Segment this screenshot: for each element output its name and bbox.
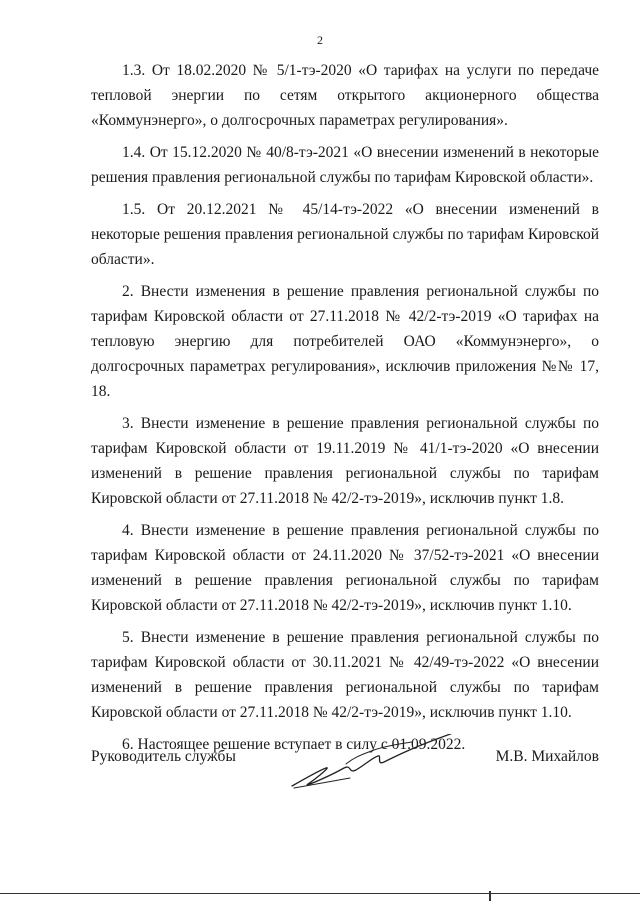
clause-6: 6. Настоящее решение вступает в силу с 01.09.2022. [122, 736, 466, 753]
clause-5: 5. Внести изменение в решение правления региональной службы по тарифам Кировской области от 30.11.2021 № 42/49-тэ-2022 «О внесении изменений в решение правления региональной службы по тарифам Кировской области от 27.11.2018 № 42/2-тэ-2019», исключив пункт 1.10. [91, 629, 599, 721]
document-body [91, 58, 599, 764]
clause-2: 2. Внести изменения в решение правления региональной службы по тарифам Кировской области от 27.11.2018 № 42/2-тэ-2019 «О тарифах на тепловую энергию для потребителей ОАО «Коммунэнерго», о долгосрочных параметрах регулирования», исключив приложения №№ 17, 18. [91, 283, 599, 400]
clause-1-4: 1.4. От 15.12.2020 № 40/8-тэ-2021 «О внесении изменений в некоторые решения правления региональной службы по тарифам Кировской области». [91, 144, 599, 186]
signer-role: Руководитель службы [91, 748, 236, 765]
clause-3: 3. Внести изменение в решение правления региональной службы по тарифам Кировской области от 19.11.2019 № 41/1-тэ-2020 «О внесении изменений в решение правления региональной службы по тарифам Кировской области от 27.11.2018 № 42/2-тэ-2019», исключив пункт 1.8. [91, 415, 599, 507]
clause-1-3: 1.3. От 18.02.2020 № 5/1-тэ-2020 «О тарифах на услуги по передаче тепловой энергии по сетям открытого акционерного общества «Коммунэнерго», о долгосрочных параметрах регулирования». [91, 62, 599, 129]
clause-1-5: 1.5. От 20.12.2021 № 45/14-тэ-2022 «О внесении изменений в некоторые решения правления региональной службы по тарифам Кировской области». [91, 201, 599, 268]
signature-block [91, 748, 599, 808]
handwritten-signature [286, 734, 466, 799]
scan-edge-line [0, 893, 640, 894]
scan-mark [489, 891, 491, 901]
signer-name: М.В. Михайлов [495, 748, 599, 765]
clause-4: 4. Внести изменение в решение правления региональной службы по тарифам Кировской области от 24.11.2020 № 37/52-тэ-2021 «О внесении изменений в решение правления региональной службы по тарифам Кировской области от 27.11.2018 № 42/2-тэ-2019», исключив пункт 1.10. [91, 522, 599, 614]
page-number: 2 [317, 33, 323, 47]
